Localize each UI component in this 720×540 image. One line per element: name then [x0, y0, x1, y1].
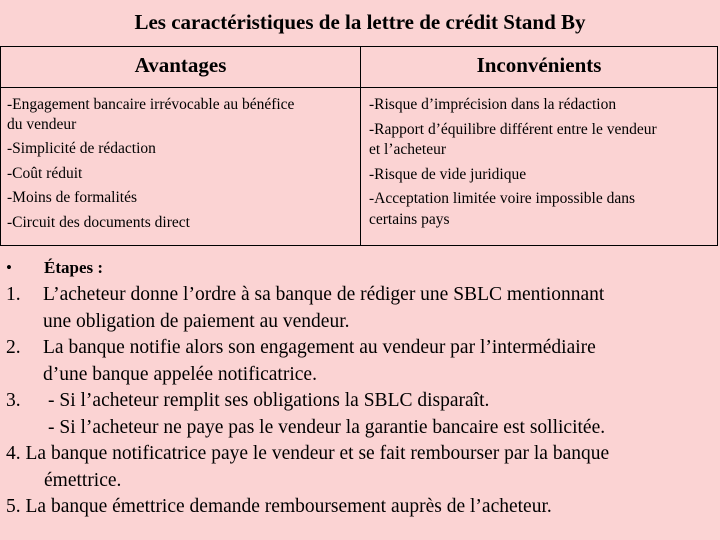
etapes-label: Étapes : [44, 258, 104, 277]
list-item: et l’acheteur [369, 141, 447, 158]
header-inconvenients: Inconvénients [476, 53, 602, 77]
list-item: certains pays [369, 210, 450, 228]
list-item: -Rapport d’équilibre différent entre le vendeur [369, 120, 657, 138]
step-1 [6, 282, 714, 335]
comparison-table [0, 46, 718, 246]
step-text: La banque notifie alors son engagement au vendeur par l’intermédiaire [43, 337, 596, 358]
step-text: - Si l’acheteur remplit ses obligations la SBLC disparaît. [48, 390, 490, 411]
list-item: -Circuit des documents direct [7, 213, 190, 231]
steps-list [6, 282, 714, 521]
list-item: -Risque d’imprécision dans la rédaction [369, 96, 617, 113]
list-item: -Risque de vide juridique [369, 165, 527, 183]
step-number: 2. [6, 337, 21, 358]
step-3 [6, 388, 714, 415]
list-item: -Simplicité de rédaction [7, 140, 156, 157]
etapes-heading [6, 258, 103, 278]
avantages-cell [7, 93, 355, 235]
step-3-continued [6, 415, 714, 442]
step-5 [6, 494, 714, 521]
list-item: -Engagement bancaire irrévocable au bénéfice [7, 96, 295, 113]
step-text: émettrice. [44, 469, 122, 491]
table-header-divider [1, 87, 717, 88]
step-text: 4. La banque notificatrice paye le vendeur et se fait rembourser par la banque [6, 443, 610, 464]
page-title: Les caractéristiques de la lettre de crédit Stand By [134, 10, 586, 34]
step-text: 5. La banque émettrice demande remboursement auprès de l’acheteur. [6, 496, 552, 517]
step-text: une obligation de paiement au vendeur. [43, 310, 350, 332]
step-text: d’une banque appelée notificatrice. [43, 363, 317, 385]
list-item: -Moins de formalités [7, 189, 138, 206]
step-text: - Si l’acheteur ne paye pas le vendeur la garantie bancaire est sollicitée. [48, 416, 606, 438]
bullet-icon: • [6, 258, 12, 277]
inconvenients-cell [369, 93, 713, 232]
step-2 [6, 335, 714, 388]
header-avantages: Avantages [134, 53, 227, 77]
list-item: -Acceptation limitée voire impossible dans [369, 190, 636, 207]
list-item: du vendeur [7, 115, 77, 133]
step-number: 1. [6, 284, 21, 305]
step-4 [6, 441, 714, 494]
step-text: L’acheteur donne l’ordre à sa banque de rédiger une SBLC mentionnant [43, 284, 605, 305]
list-item: -Coût réduit [7, 164, 83, 182]
step-number: 3. [6, 390, 21, 411]
